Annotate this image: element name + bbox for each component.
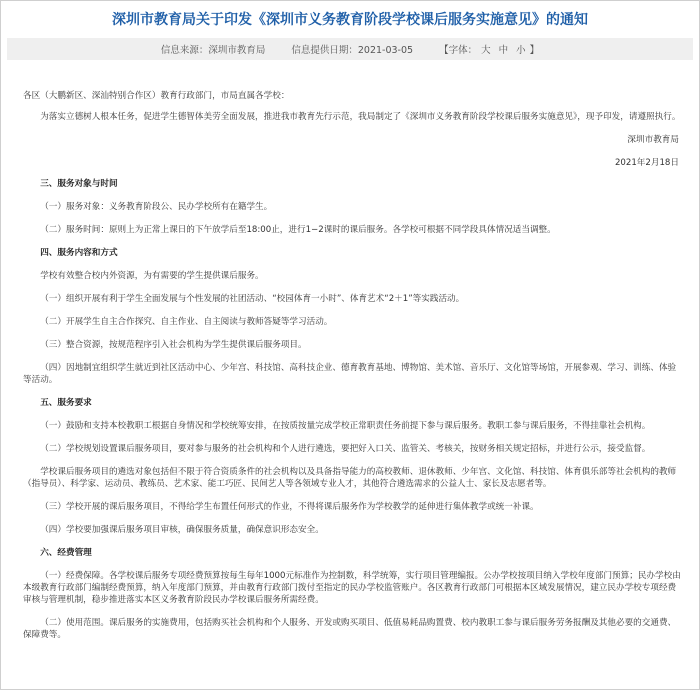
- paragraph: （二）开展学生自主合作探究、自主作业、自主阅读与教师答疑等学习活动。: [40, 317, 333, 327]
- paragraph: （二）使用范围。课后服务的实施费用，包括购买社会机构和个人服务、开发或购买项目、低值易耗品购置费、校内教职工参与课后服务劳务报酬及其他必要的交通费、保障费等。: [23, 618, 677, 640]
- section-heading: 六、经费管理: [40, 548, 92, 558]
- paragraph: 学校有效整合校内外资源，为有需要的学生提供课后服务。: [40, 271, 264, 281]
- salutation: 各区（大鹏新区、深汕特别合作区）教育行政部门，市局直属各学校：: [23, 91, 290, 101]
- paragraph: 学校课后服务项目的遴选对象包括但不限于符合资质条件的社会机构以及具备指导能力的高校教师、退休教师、少年宫、文化馆、科技馆、体育俱乐部等社会机构的教师（指导员）、科学家、运动员、教练员、艺术家、能工巧匠、民间艺人等各领域专业人才，其他符合遴选需求的公益人士、家长及志愿者等。: [23, 467, 677, 489]
- paragraph: （二）学校规划设置课后服务项目，要对参与服务的社会机构和个人进行遴选，要把好入口关、监管关、考核关，按财务相关规定招标，并进行公示，接受监督。: [40, 444, 651, 454]
- paragraph: （一）服务对象：义务教育阶段公、民办学校所有在籍学生。: [40, 202, 273, 212]
- signer: 深圳市教育局: [627, 135, 679, 145]
- section-heading: 五、服务要求: [40, 398, 92, 408]
- paragraph: （一）组织开展有利于学生全面发展与个性发展的社团活动、“校园体育一小时”、体育艺术“2＋1”等实践活动。: [40, 294, 465, 304]
- font-size-close: 】: [529, 45, 540, 56]
- article-body: [1, 60, 699, 641]
- page-title: 深圳市教育局关于印发《深圳市义务教育阶段学校课后服务实施意见》的通知: [112, 12, 588, 28]
- font-size-large-link[interactable]: 大: [481, 45, 491, 56]
- font-size-medium-link[interactable]: 中: [498, 45, 509, 56]
- paragraph: （三）学校开展的课后服务项目，不得给学生布置任何形式的作业，不得将课后服务作为学校教学的延伸进行集体教学或统一补课。: [40, 502, 539, 512]
- info-source: 信息来源：深圳市教育局: [160, 45, 266, 56]
- font-size-small-link[interactable]: 小: [516, 45, 526, 56]
- intro-paragraph: 为落实立德树人根本任务，促进学生德智体美劳全面发展，推进我市教育先行示范，我局制定了《深圳市义务教育阶段学校课后服务实施意见》，现予印发，请遵照执行。: [40, 112, 681, 122]
- paragraph: （二）服务时间：原则上为正常上课日的下午放学后至18:00止，进行1−2课时的课后服务。各学校可根据不同学段具体情况适当调整。: [40, 225, 556, 235]
- paragraph: （三）整合资源，按规范程序引入社会机构为学生提供课后服务项目。: [40, 340, 307, 350]
- paragraph: （一）经费保障。各学校课后服务专项经费预算按每生每年1000元标准作为控制数，科学统筹，实行项目管理编报。公办学校按项目纳入学校年度部门预算；民办学校由本级教育行政部门编制经费预算，纳入年度部门预算，并由教育行政部门拨付至指定的民办学校监管账户。各区教育行政部门可根据本区域发展情况，建立民办学校专项经费审核与管理机制，稳步推进落实本区义务教育阶段民办学校课后服务所需经费。: [23, 571, 681, 605]
- info-date: 信息提供日期：2021-03-05: [291, 45, 414, 56]
- paragraph: （四）因地制宜组织学生就近到社区活动中心、少年宫、科技馆、高科技企业、德育教育基地、博物馆、美术馆、音乐厅、文化馆等场馆，开展参观、学习、训练、体验等活动。: [23, 363, 677, 385]
- font-size-label: 【字体：: [439, 45, 478, 56]
- sign-date: 2021年2月18日: [614, 158, 679, 168]
- paragraph: （四）学校要加强课后服务项目审核，确保服务质量，确保意识形态安全。: [40, 525, 324, 535]
- section-heading: 三、服务对象与时间: [40, 179, 118, 189]
- section-heading: 四、服务内容和方式: [40, 248, 118, 258]
- meta-bar: [7, 38, 693, 60]
- paragraph: （一）鼓励和支持本校教职工根据自身情况和学校统筹安排，在按质按量完成学校正常职责任务前提下参与课后服务。教职工参与课后服务，不得挂靠社会机构。: [40, 421, 651, 431]
